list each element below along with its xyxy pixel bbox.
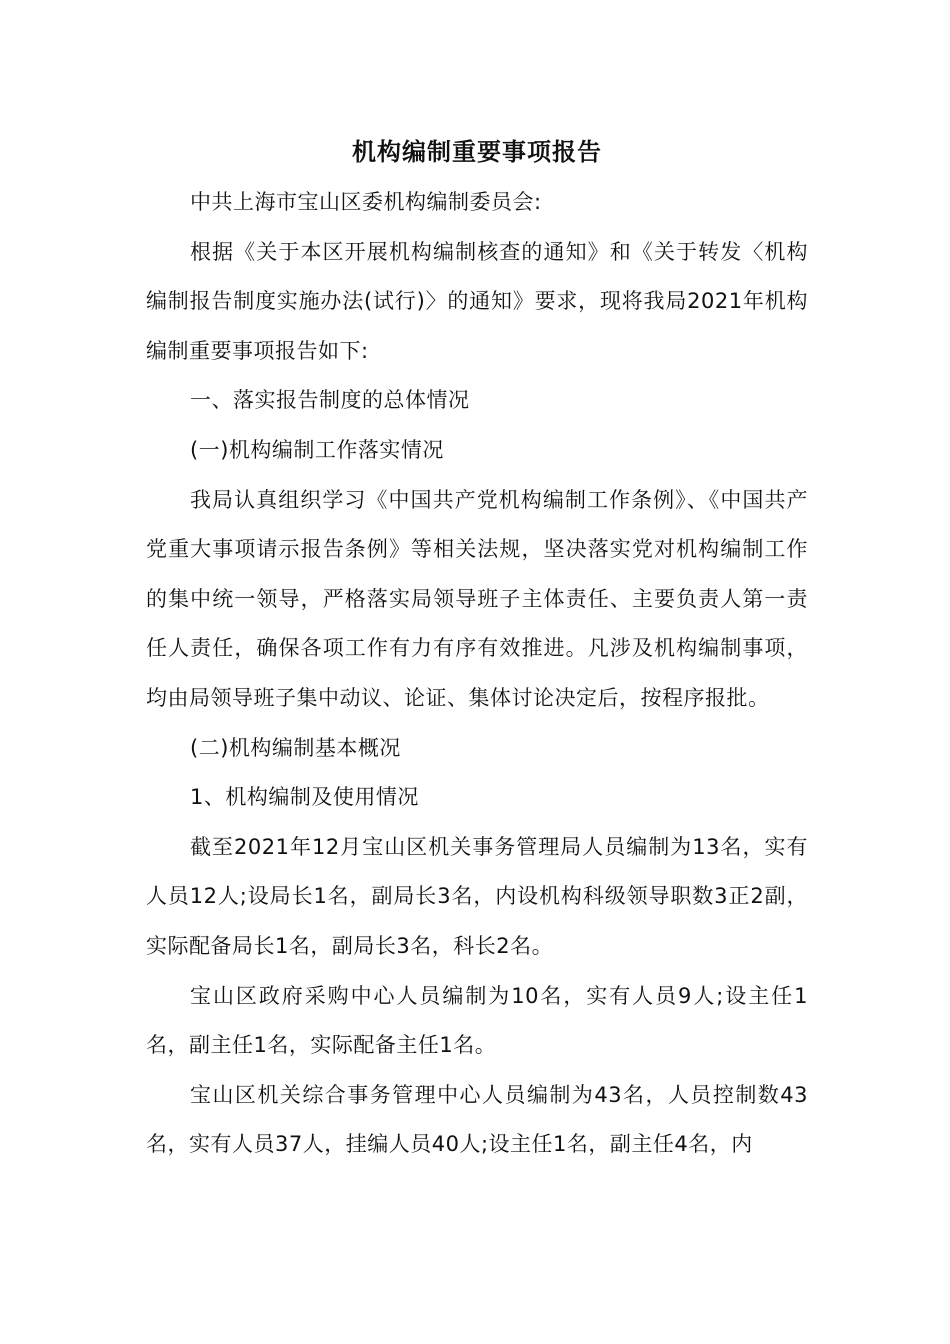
heading-section-1: 一、落实报告制度的总体情况 (190, 388, 470, 413)
paragraph-procurement-center: 宝山区政府采购中心人员编制为10名，实有人员9人;设主任1名，副主任1名，实际配备主任1名。 (146, 983, 808, 1058)
paragraph-affairs-center: 宝山区机关综合事务管理中心人员编制为43名，人员控制数43名，实有人员37人，挂编人员40人;设主任1名，副主任4名，内 (146, 1082, 808, 1157)
paragraph-addressee: 中共上海市宝山区委机构编制委员会: (190, 190, 542, 214)
paragraph-bureau-staffing: 截至2021年12月宝山区机关事务管理局人员编制为13名，实有人员12人;设局长1名，副局长3名，内设机构科级领导职数3正2副，实际配备局长1名，副局长3名，科长2名。 (146, 834, 808, 958)
document-body (146, 130, 808, 1170)
document-title: 机构编制重要事项报告 (352, 138, 602, 166)
heading-subsection-2: (二)机构编制基本概况 (190, 735, 401, 760)
paragraph-intro: 根据《关于本区开展机构编制核查的通知》和《关于转发〈机构编制报告制度实施办法(试行)〉的通知》要求，现将我局2021年机构编制重要事项报告如下: (146, 239, 808, 363)
paragraph-implementation: 我局认真组织学习《中国共产党机构编制工作条例》、《中国共产党重大事项请示报告条例》等相关法规，坚决落实党对机构编制工作的集中统一领导，严格落实局领导班子主体责任、主要负责人第一责任人责任，确保各项工作有力有序有效推进。凡涉及机构编制事项，均由局领导班子集中动议、论证、集体讨论决定后，按程序报批。 (146, 487, 808, 710)
heading-item-1: 1、机构编制及使用情况 (190, 785, 419, 810)
heading-subsection-1: (一)机构编制工作落实情况 (190, 437, 444, 462)
